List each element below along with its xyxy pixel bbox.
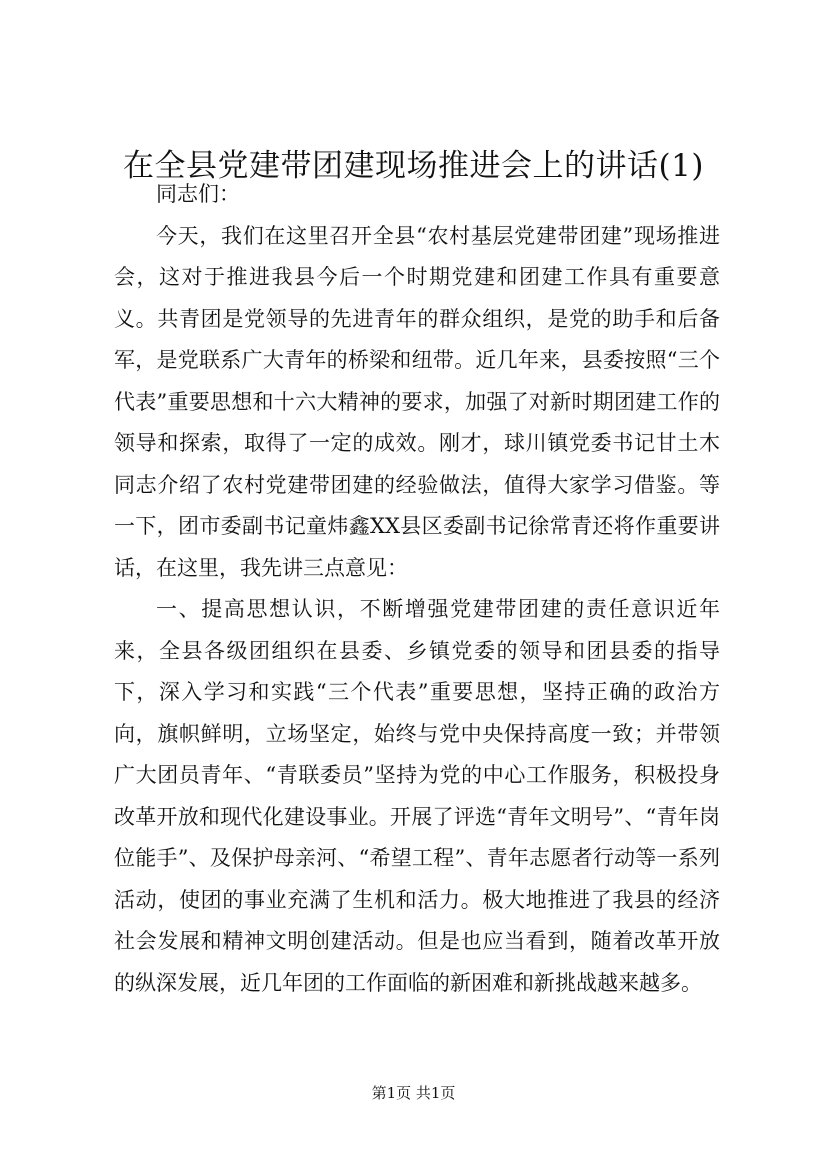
document-title: 在全县党建带团建现场推进会上的讲话(1): [123, 148, 704, 184]
page-number-footer: 第1页 共1页: [371, 1084, 456, 1102]
salutation-paragraph: 同志们：: [156, 182, 240, 206]
body-paragraph-section-one: 一、提高思想认识，不断增强党建带团建的责任意识近年来，全县各级团组织在县委、乡镇党委的领导和团县委的指导下，深入学习和实践“三个代表”重要思想，坚持正确的政治方向，旗帜鲜明，立场坚定，始终与党中央保持高度一致；并带领广大团员青年、“青联委员”坚持为党的中心工作服务，积极投身改革开放和现代化建设事业。开展了评选“青年文明号”、“青年岗位能手”、及保护母亲河、“希望工程”、青年志愿者行动等一系列活动，使团的事业充满了生机和活力。极大地推进了我县的经济社会发展和精神文明创建活动。但是也应当看到，随着改革开放的纵深发展，近几年团的工作面临的新困难和新挑战越来越多。: [114, 597, 720, 995]
document-body: [114, 174, 720, 1004]
body-paragraph-intro: 今天，我们在这里召开全县“农村基层党建带团建”现场推进会，这对于推进我县今后一个时期党建和团建工作具有重要意义。共青团是党领导的先进青年的群众组织，是党的助手和后备军，是党联系广大青年的桥梁和纽带。近几年来，县委按照“三个代表”重要思想和十六大精神的要求，加强了对新时期团建工作的领导和探索，取得了一定的成效。刚才，球川镇党委书记甘土木同志介绍了农村党建带团建的经验做法，值得大家学习借鉴。等一下，团市委副书记童炜鑫XX县区委副书记徐常青还将作重要讲话，在这里，我先讲三点意见：: [114, 223, 720, 580]
